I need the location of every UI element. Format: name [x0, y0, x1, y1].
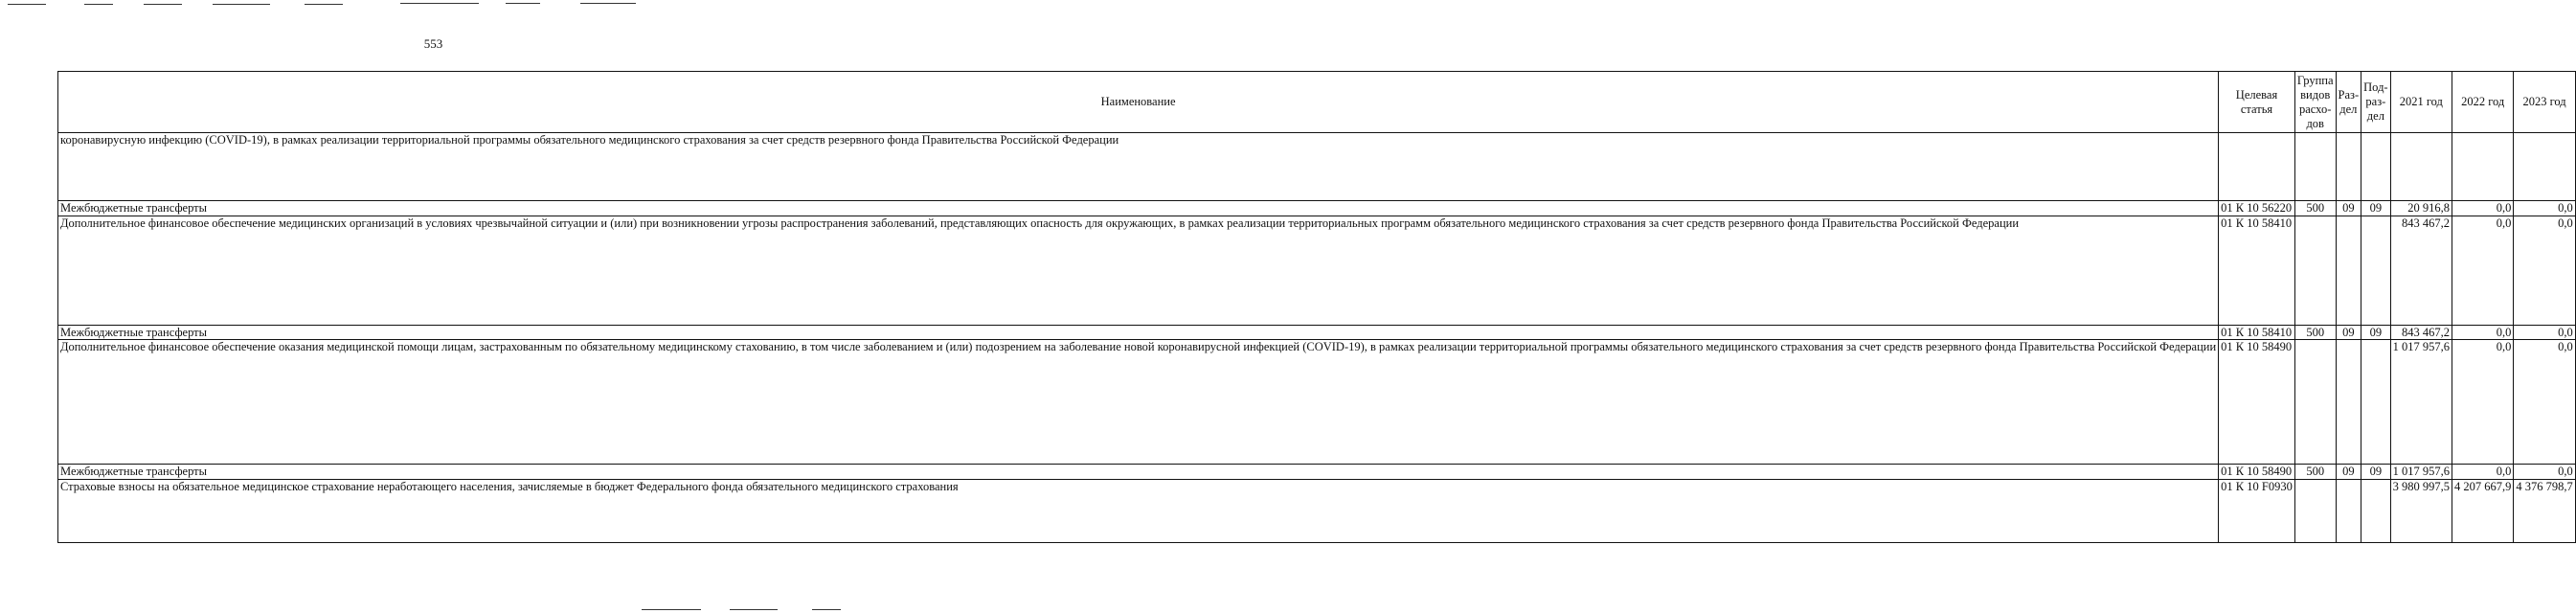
row-group	[2294, 133, 2336, 201]
header-2022: 2022 год	[2452, 72, 2513, 133]
row-target	[2219, 133, 2295, 201]
scan-line	[8, 4, 46, 5]
scan-line	[580, 3, 636, 4]
scan-line	[84, 4, 113, 5]
scan-line	[812, 609, 841, 610]
table-row	[58, 465, 2576, 480]
row-section: 09	[2336, 201, 2361, 216]
row-target: 01 К 10 58490	[2219, 340, 2295, 465]
header-2021: 2021 год	[2390, 72, 2452, 133]
row-2022	[2452, 133, 2513, 201]
row-2023: 0,0	[2514, 216, 2575, 325]
row-2023: 0,0	[2514, 325, 2575, 340]
header-subsection: Под- раз- дел	[2361, 72, 2390, 133]
row-section	[2336, 216, 2361, 325]
table-row	[58, 340, 2576, 465]
header-section: Раз- дел	[2336, 72, 2361, 133]
row-subsection: 09	[2361, 325, 2390, 340]
row-name: Межбюджетные трансферты	[58, 201, 2219, 216]
row-2022: 0,0	[2452, 340, 2513, 465]
scan-line	[730, 609, 778, 610]
row-2022: 0,0	[2452, 201, 2513, 216]
header-2023: 2023 год	[2514, 72, 2575, 133]
row-2022: 4 207 667,9	[2452, 479, 2513, 542]
scan-line	[642, 609, 701, 610]
row-name: коронавирусную инфекцию (COVID-19), в рамках реализации территориальной программы обязательного медицинского страхования за счет средств резервного фонда Правительства Российской Федерации	[58, 133, 2219, 201]
page-number: 553	[423, 36, 443, 51]
table-row	[58, 201, 2576, 216]
row-2023: 0,0	[2514, 465, 2575, 480]
row-group: 500	[2294, 325, 2336, 340]
scan-line	[213, 4, 270, 5]
row-2021: 20 916,8	[2390, 201, 2452, 216]
row-2021: 843 467,2	[2390, 325, 2452, 340]
scan-line	[400, 3, 479, 4]
row-subsection: 09	[2361, 465, 2390, 480]
row-section: 09	[2336, 465, 2361, 480]
row-group	[2294, 479, 2336, 542]
row-group: 500	[2294, 201, 2336, 216]
row-section	[2336, 133, 2361, 201]
row-group	[2294, 340, 2336, 465]
row-subsection	[2361, 479, 2390, 542]
row-name: Страховые взносы на обязательное медицинское страхование неработающего населения, зачисляемые в бюджет Федерального фонда обязательного медицинского страхования	[58, 479, 2219, 542]
row-subsection	[2361, 340, 2390, 465]
row-subsection: 09	[2361, 201, 2390, 216]
header-name: Наименование	[58, 72, 2219, 133]
row-2021	[2390, 133, 2452, 201]
row-section	[2336, 340, 2361, 465]
row-2023: 4 376 798,7	[2514, 479, 2575, 542]
row-target: 01 К 10 F0930	[2219, 479, 2295, 542]
row-group: 500	[2294, 465, 2336, 480]
row-2021: 843 467,2	[2390, 216, 2452, 325]
row-2022: 0,0	[2452, 325, 2513, 340]
row-2021: 1 017 957,6	[2390, 340, 2452, 465]
row-subsection	[2361, 216, 2390, 325]
row-2023	[2514, 133, 2575, 201]
budget-table	[57, 71, 2576, 543]
row-2022: 0,0	[2452, 465, 2513, 480]
header-target: Целевая статья	[2219, 72, 2295, 133]
row-2023: 0,0	[2514, 340, 2575, 465]
row-group	[2294, 216, 2336, 325]
row-subsection	[2361, 133, 2390, 201]
row-section	[2336, 479, 2361, 542]
row-2021: 3 980 997,5	[2390, 479, 2452, 542]
row-name: Дополнительное финансовое обеспечение оказания медицинской помощи лицам, застрахованным по обязательному медицинскому стахованию, в том числе заболеванием и (или) подозрением на заболевание новой коронавирусной инфекцией (COVID-19), в рамках реализации территориальной программы обязательного медицинского страхования за счет средств резервного фонда Правительства Российской Федерации	[58, 340, 2219, 465]
scan-line	[506, 3, 540, 4]
row-target: 01 К 10 58490	[2219, 465, 2295, 480]
row-name: Межбюджетные трансферты	[58, 325, 2219, 340]
scan-line	[144, 4, 182, 5]
scan-line	[305, 4, 343, 5]
table-row	[58, 216, 2576, 325]
table-header-row	[58, 72, 2576, 133]
table-row	[58, 479, 2576, 542]
row-name: Межбюджетные трансферты	[58, 465, 2219, 480]
header-group: Группа видов расхо- дов	[2294, 72, 2336, 133]
row-target: 01 К 10 58410	[2219, 216, 2295, 325]
row-target: 01 К 10 58410	[2219, 325, 2295, 340]
row-2022: 0,0	[2452, 216, 2513, 325]
row-section: 09	[2336, 325, 2361, 340]
table-row	[58, 325, 2576, 340]
table-row	[58, 133, 2576, 201]
row-name: Дополнительное финансовое обеспечение медицинских организаций в условиях чрезвычайной ситуации и (или) при возникновении угрозы распространения заболеваний, представляющих опасность для окружающих, в рамках реализации территориальных программ обязательного медицинского страхования за счет средств резервного фонда Правительства Российской Федерации	[58, 216, 2219, 325]
row-target: 01 К 10 56220	[2219, 201, 2295, 216]
row-2023: 0,0	[2514, 201, 2575, 216]
row-2021: 1 017 957,6	[2390, 465, 2452, 480]
